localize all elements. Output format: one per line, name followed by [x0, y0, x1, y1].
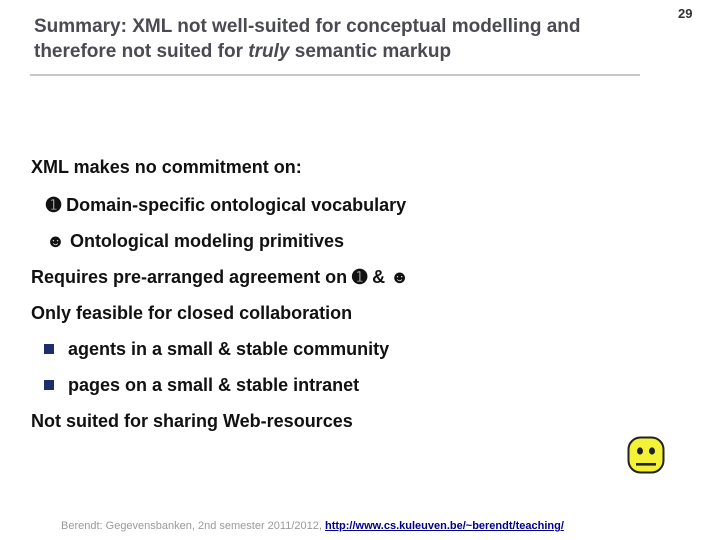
- item-modeling-primitives: ☻ Ontological modeling primitives: [46, 231, 344, 251]
- square-bullet-icon: [44, 344, 54, 354]
- not-suited-text: Not suited for sharing Web-resources: [31, 411, 353, 431]
- neutral-face-icon: [627, 436, 665, 474]
- requires-text: Requires pre-arranged agreement on ➊ & ☻: [31, 267, 410, 287]
- title-line-2: [34, 39, 634, 64]
- page-number: 29: [678, 6, 693, 21]
- bullet-item-pages: pages on a small & stable intranet: [68, 375, 360, 395]
- title-line-2-start: therefore not suited for: [34, 41, 249, 62]
- intro-text: XML makes no commitment on:: [31, 157, 302, 177]
- footer: [61, 520, 564, 532]
- footer-link[interactable]: http://www.cs.kuleuven.be/~berendt/teaching/: [324, 520, 564, 532]
- title-line-2-end: semantic markup: [289, 41, 452, 62]
- feasible-text: Only feasible for closed collaboration: [31, 303, 353, 323]
- title-divider: [30, 74, 640, 76]
- slide-title: [34, 14, 634, 64]
- item-domain-vocabulary: ➊ Domain-specific ontological vocabulary: [46, 195, 407, 215]
- footer-text: Berendt: Gegevensbanken, 2nd semester 2011/2012,: [61, 520, 325, 532]
- title-emphasis: truly: [248, 41, 290, 62]
- square-bullet-icon: [44, 380, 54, 390]
- title-line-1: Summary: XML not well-suited for conceptual modelling and: [34, 16, 581, 37]
- bullet-item-agents: agents in a small & stable community: [68, 339, 390, 359]
